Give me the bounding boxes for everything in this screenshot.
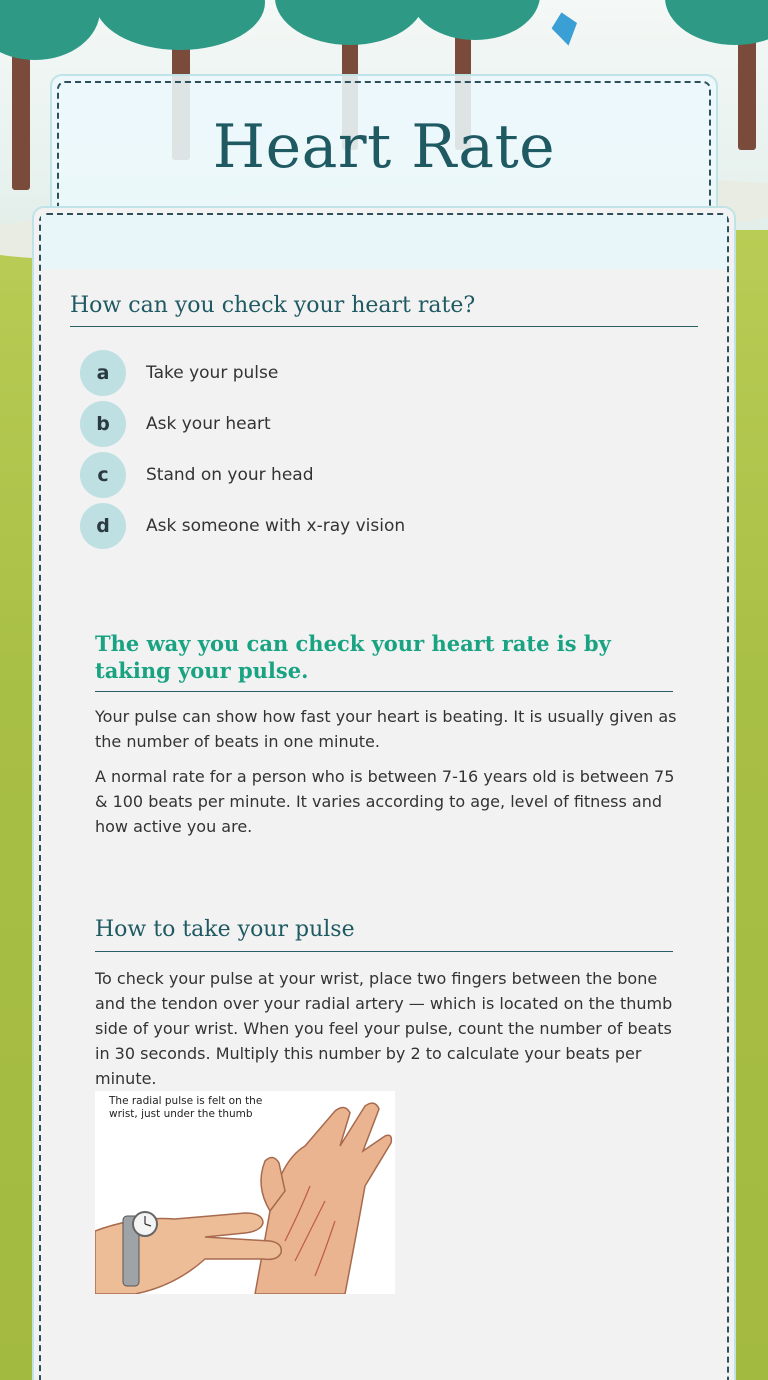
answer-paragraph: A normal rate for a person who is between 7-16 years old is between 75 & 100 beats per minute. It varies according to age, level of fitness and how active you are. (95, 767, 675, 836)
choice-c[interactable] (80, 449, 405, 500)
how-to-paragraph: To check your pulse at your wrist, place two fingers between the bone and the tendon over your radial artery — which is located on the thumb side of your wrist. When you feel your pulse, count the number of beats in 30 seconds. Multiply this number by 2 to calculate your beats per minute. (95, 969, 673, 1088)
choice-a[interactable] (80, 347, 405, 398)
page-title: Heart Rate (212, 112, 556, 182)
hand-illustration (95, 1091, 395, 1294)
title-card (50, 74, 718, 224)
choice-b[interactable] (80, 398, 405, 449)
choice-text: Stand on your head (146, 464, 314, 485)
choice-letter-badge: c (80, 452, 126, 498)
image-caption: The radial pulse is felt on the wrist, just under the thumb (109, 1095, 263, 1120)
answer-heading: The way you can check your heart rate is by taking your pulse. (95, 630, 673, 692)
choice-text: Ask your heart (146, 413, 271, 434)
choice-letter-badge: d (80, 503, 126, 549)
choice-d[interactable] (80, 500, 405, 551)
choice-list (80, 347, 405, 551)
tree-trunk (738, 30, 756, 150)
question-title: How can you check your heart rate? (70, 293, 698, 327)
choice-text: Ask someone with x-ray vision (146, 515, 406, 536)
tree-trunk (12, 40, 30, 190)
choice-text: Take your pulse (146, 362, 279, 383)
choice-letter-badge: a (80, 350, 126, 396)
wrist-pulse-image (95, 1091, 395, 1294)
card-header-band (41, 215, 727, 269)
choice-letter-badge: b (80, 401, 126, 447)
how-to-heading: How to take your pulse (95, 917, 673, 952)
answer-paragraph: Your pulse can show how fast your heart is beating. It is usually given as the number of beats in one minute. (95, 707, 677, 751)
